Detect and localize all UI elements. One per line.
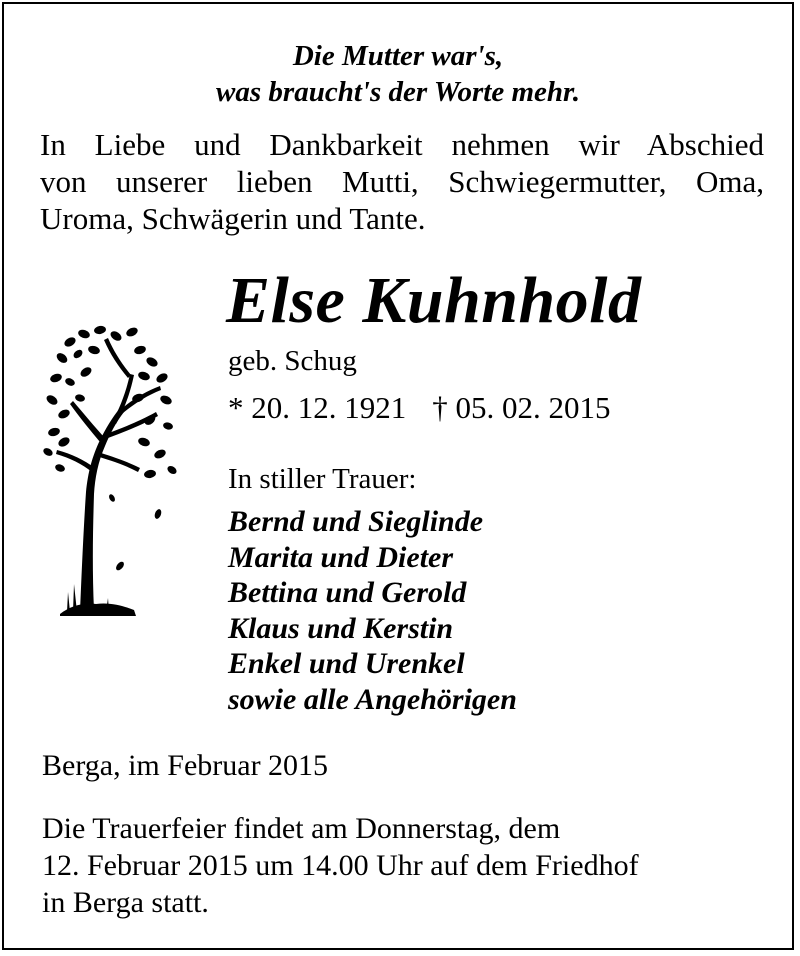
mourners-list <box>228 504 517 717</box>
mourner-entry: Enkel und Urenkel <box>228 647 465 680</box>
mourner-entry: Bettina und Gerold <box>228 576 467 609</box>
birth-name: geb. Schug <box>228 345 357 377</box>
mourning-heading: In stiller Trauer: <box>228 463 417 495</box>
intro-line-3: Uroma, Schwägerin und Tante. <box>40 201 426 236</box>
place-date: Berga, im Februar 2015 <box>42 749 329 782</box>
tree-icon <box>40 322 180 618</box>
funeral-line-3: in Berga statt. <box>42 886 209 919</box>
funeral-line-1: Die Trauerfeier findet am Donnerstag, dem <box>42 812 561 845</box>
motto-line-2: was braucht's der Worte mehr. <box>216 76 580 108</box>
mourner-entry: Marita und Dieter <box>228 540 454 574</box>
deceased-name: Else Kuhnhold <box>226 264 642 337</box>
life-dates <box>228 390 611 426</box>
birth-date: * 20. 12. 1921 <box>228 390 407 425</box>
intro-line-2: von unserer lieben Mutti, Schwiegermutter, Oma, <box>40 164 764 199</box>
obituary-notice <box>2 2 794 950</box>
intro-line-1: In Liebe und Dankbarkeit nehmen wir Abschied <box>40 127 764 162</box>
funeral-line-2: 12. Februar 2015 um 14.00 Uhr auf dem Friedhof <box>42 849 639 882</box>
mourner-entry: sowie alle Angehörigen <box>228 682 517 716</box>
intro-text <box>40 126 764 237</box>
motto-line-1: Die Mutter war's, <box>292 40 504 72</box>
mourner-entry: Klaus und Kerstin <box>228 611 454 645</box>
death-date: † 05. 02. 2015 <box>432 390 611 425</box>
mourner-entry: Bernd und Sieglinde <box>228 505 484 538</box>
funeral-info <box>42 810 662 921</box>
motto <box>4 38 792 110</box>
